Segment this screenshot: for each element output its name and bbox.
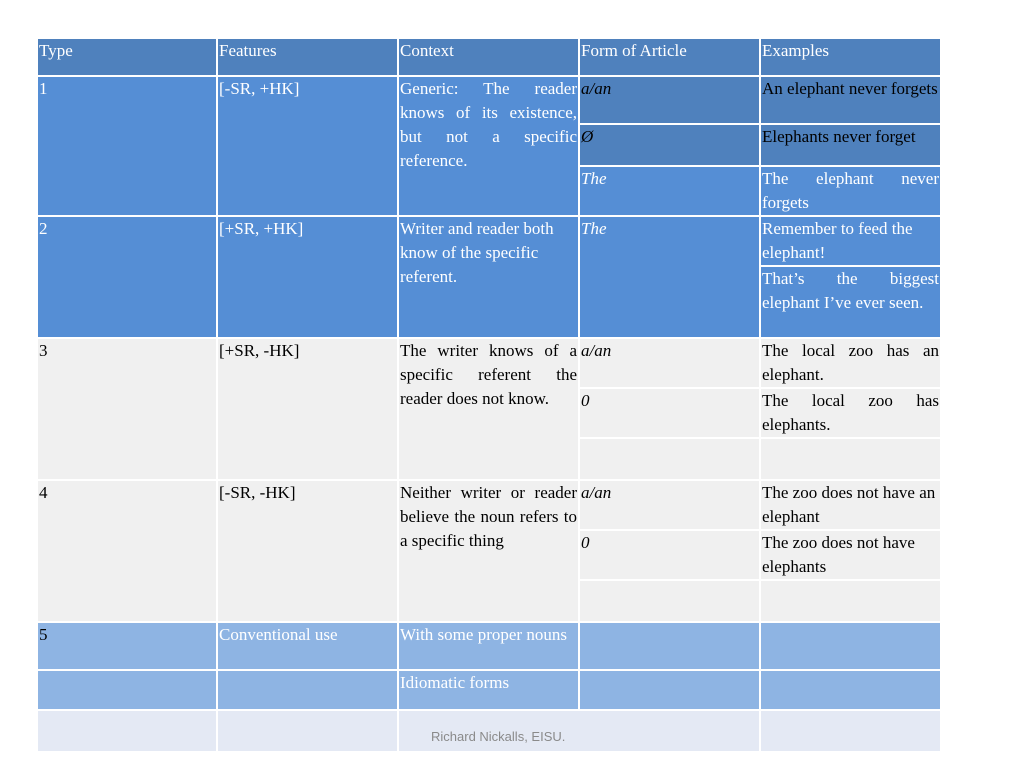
empty-cell xyxy=(760,710,941,752)
form-cell: 0 xyxy=(579,530,760,580)
table-row xyxy=(37,622,941,670)
empty-cell xyxy=(760,622,941,670)
example-cell: That’s the biggest elephant I’ve ever seen. xyxy=(760,266,941,338)
form-cell: The xyxy=(579,166,760,216)
header-form-of-article: Form of Article xyxy=(579,38,760,76)
table-row xyxy=(37,76,941,124)
empty-cell xyxy=(37,670,217,710)
type-cell: 2 xyxy=(37,216,217,338)
footer-cell xyxy=(398,710,760,752)
empty-cell xyxy=(579,622,760,670)
form-cell: Ø xyxy=(579,124,760,166)
example-cell: Elephants never forget xyxy=(760,124,941,166)
empty-cell xyxy=(37,710,217,752)
table-row xyxy=(37,670,941,710)
empty-cell xyxy=(760,580,941,622)
context-cell: Idiomatic forms xyxy=(398,670,579,710)
form-cell: a/an xyxy=(579,76,760,124)
table-row xyxy=(37,480,941,530)
articles-table xyxy=(36,37,942,753)
example-cell: Remember to feed the elephant! xyxy=(760,216,941,266)
header-features: Features xyxy=(217,38,398,76)
example-cell: The elephant never forgets xyxy=(760,166,941,216)
context-cell: The writer knows of a specific referent the reader does not know. xyxy=(398,338,579,480)
footer-credit: Richard Nickalls, EISU. xyxy=(431,729,566,744)
context-cell: Generic: The reader knows of its existence, but not a specific reference. xyxy=(398,76,579,216)
form-cell: 0 xyxy=(579,388,760,438)
example-cell: The zoo does not have an elephant xyxy=(760,480,941,530)
example-cell: The zoo does not have elephants xyxy=(760,530,941,580)
empty-cell xyxy=(760,670,941,710)
example-cell: An elephant never forgets xyxy=(760,76,941,124)
table-footer-row xyxy=(37,710,941,752)
empty-cell xyxy=(217,710,398,752)
empty-cell xyxy=(579,580,760,622)
header-context: Context xyxy=(398,38,579,76)
type-cell: 1 xyxy=(37,76,217,216)
features-cell: [-SR, +HK] xyxy=(217,76,398,216)
empty-cell xyxy=(579,670,760,710)
form-cell: a/an xyxy=(579,338,760,388)
empty-cell xyxy=(579,438,760,480)
header-examples: Examples xyxy=(760,38,941,76)
features-cell: Conventional use xyxy=(217,622,398,670)
type-cell: 3 xyxy=(37,338,217,480)
context-cell: Writer and reader both know of the specific referent. xyxy=(398,216,579,338)
type-cell: 4 xyxy=(37,480,217,622)
empty-cell xyxy=(760,438,941,480)
table-row xyxy=(37,338,941,388)
example-cell: The local zoo has elephants. xyxy=(760,388,941,438)
header-type: Type xyxy=(37,38,217,76)
features-cell: [+SR, -HK] xyxy=(217,338,398,480)
context-cell: With some proper nouns xyxy=(398,622,579,670)
form-cell: The xyxy=(579,216,760,338)
example-cell: The local zoo has an elephant. xyxy=(760,338,941,388)
features-cell: [+SR, +HK] xyxy=(217,216,398,338)
context-cell: Neither writer or reader believe the noun refers to a specific thing xyxy=(398,480,579,622)
features-cell: [-SR, -HK] xyxy=(217,480,398,622)
table-header-row xyxy=(37,38,941,76)
empty-cell xyxy=(217,670,398,710)
table-row xyxy=(37,216,941,266)
form-cell: a/an xyxy=(579,480,760,530)
type-cell: 5 xyxy=(37,622,217,670)
